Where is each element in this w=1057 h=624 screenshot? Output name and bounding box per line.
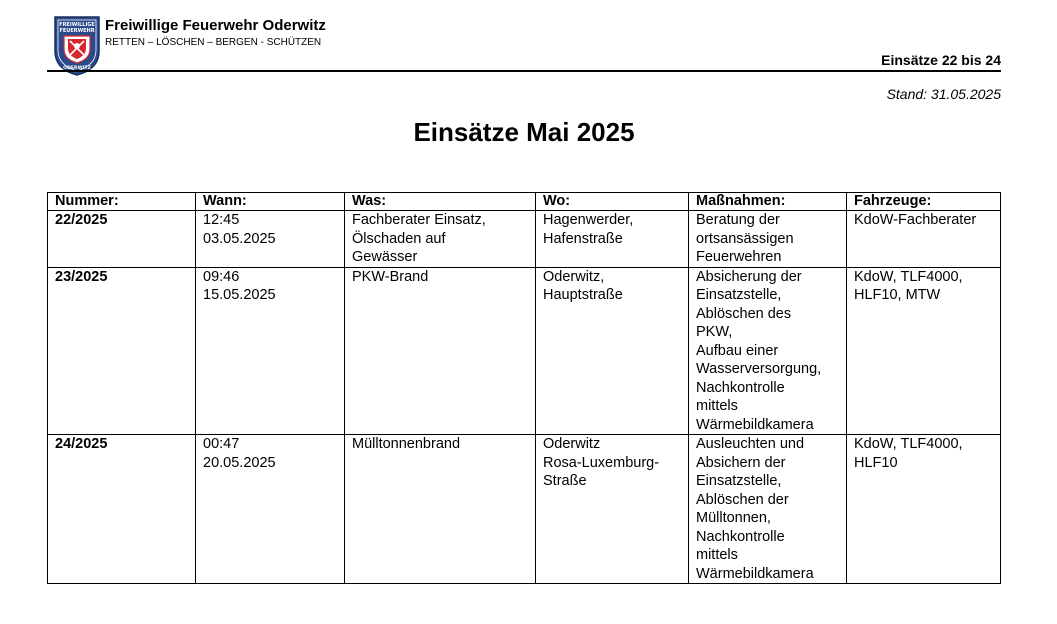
cell-wo: Oderwitz Rosa-Luxemburg- Straße	[536, 435, 689, 584]
column-header-nummer: Nummer:	[48, 193, 196, 211]
svg-text:FEUERWEHR: FEUERWEHR	[59, 28, 95, 34]
svg-text:FREIWILLIGE: FREIWILLIGE	[59, 22, 95, 28]
cell-was: Mülltonnenbrand	[345, 435, 536, 584]
table-row	[48, 267, 1001, 435]
cell-was: PKW-Brand	[345, 267, 536, 435]
cell-nummer: 24/2025	[48, 435, 196, 584]
column-header-wann: Wann:	[196, 193, 345, 211]
table-row	[48, 435, 1001, 584]
page-title: Einsätze Mai 2025	[413, 117, 635, 147]
cell-fahrzeuge: KdoW, TLF4000, HLF10, MTW	[847, 267, 1001, 435]
cell-nummer: 22/2025	[48, 211, 196, 268]
table-header-row	[48, 193, 1001, 211]
header-divider	[47, 70, 1001, 72]
stand-date: Stand: 31.05.2025	[886, 86, 1001, 102]
cell-fahrzeuge: KdoW-Fachberater	[847, 211, 1001, 268]
cell-massnahmen: Absicherung der Einsatzstelle, Ablöschen des PKW, Aufbau einer Wasserversorgung, Nachkontrolle mittels Wärmebildkamera	[689, 267, 847, 435]
cell-fahrzeuge: KdoW, TLF4000, HLF10	[847, 435, 1001, 584]
cell-wann: 12:45 03.05.2025	[196, 211, 345, 268]
column-header-massnahmen: Maßnahmen:	[689, 193, 847, 211]
cell-nummer: 23/2025	[48, 267, 196, 435]
org-motto: RETTEN – LÖSCHEN – BERGEN - SCHÜTZEN	[105, 37, 322, 48]
cell-wann: 09:46 15.05.2025	[196, 267, 345, 435]
fire-brigade-logo-icon	[53, 15, 101, 77]
table-row	[48, 211, 1001, 268]
operations-range: Einsätze 22 bis 24	[881, 52, 1001, 68]
column-header-wo: Wo:	[536, 193, 689, 211]
cell-massnahmen: Ausleuchten und Absichern der Einsatzstelle, Ablöschen der Mülltonnen, Nachkontrolle mittels Wärmebildkamera	[689, 435, 847, 584]
cell-wo: Oderwitz, Hauptstraße	[536, 267, 689, 435]
column-header-fahrzeuge: Fahrzeuge:	[847, 193, 1001, 211]
cell-wo: Hagenwerder, Hafenstraße	[536, 211, 689, 268]
operations-table	[47, 192, 1001, 584]
cell-was: Fachberater Einsatz, Ölschaden auf Gewässer	[345, 211, 536, 268]
column-header-was: Was:	[345, 193, 536, 211]
cell-wann: 00:47 20.05.2025	[196, 435, 345, 584]
svg-text:ODERWITZ: ODERWITZ	[63, 66, 91, 71]
cell-massnahmen: Beratung der ortsansässigen Feuerwehren	[689, 211, 847, 268]
org-name: Freiwillige Feuerwehr Oderwitz	[105, 17, 326, 34]
